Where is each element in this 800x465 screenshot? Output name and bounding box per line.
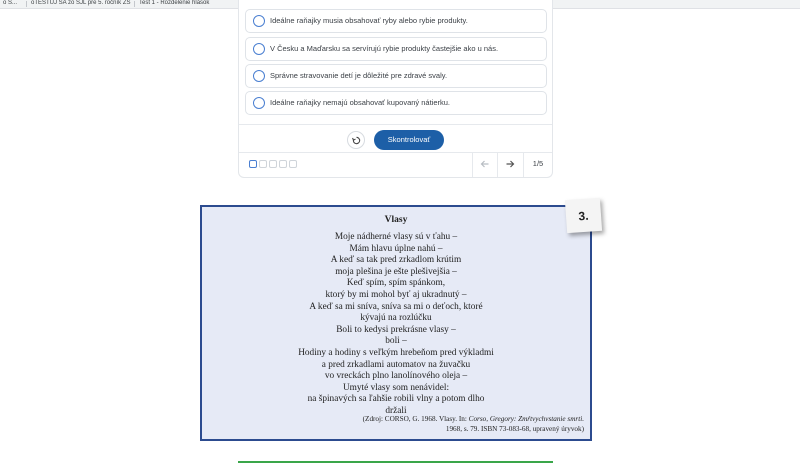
poem-line: boli – [385, 336, 407, 347]
radio-button[interactable] [253, 97, 265, 109]
quiz-card [238, 0, 553, 178]
poem-line: ktorý by mi mohol byť aj ukradnutý – [325, 289, 467, 300]
arrow-left-icon [480, 159, 490, 169]
source-prefix: (Zdroj: CORSO, G. 1968. Vlasy. In: [362, 415, 469, 423]
answer-option-4[interactable] [245, 91, 547, 115]
poem-line: Mám hlavu úplne nahú – [349, 243, 443, 254]
radio-button[interactable] [253, 15, 265, 27]
section-accent-line [238, 461, 553, 463]
tab-3[interactable] [136, 0, 209, 9]
poem-line: na špinavých sa ľahšie robili vlny a potom dlho [307, 394, 485, 405]
answer-option-label: Ideálne raňajky nemajú obsahovať kupovaný nátierku. [270, 98, 451, 107]
progress-step-3[interactable] [269, 160, 277, 168]
divider [239, 152, 552, 153]
answer-option-label: Správne stravovanie detí je dôležité pre zdravé svaly. [270, 71, 448, 80]
poem-text-box [200, 205, 592, 441]
poem-line: Keď spím, spím spánkom, [346, 278, 446, 289]
poem-line: A keď sa mi sníva, sníva sa mi o deťoch, ktoré [309, 301, 483, 312]
poem-line: vo vreckách plno lanolínového oleja – [324, 371, 468, 382]
divider [239, 124, 552, 125]
poem-line: Boli to kedysi prekrásne vlasy – [336, 324, 456, 335]
poem-line: A keď sa tak pred zrkadlom krútim [330, 255, 462, 266]
check-answer-button[interactable]: Skontrolovať [374, 130, 444, 150]
arrow-right-icon [505, 159, 515, 169]
tab-separator [134, 1, 135, 7]
poem-title: Vlasy [384, 215, 408, 225]
tab-2[interactable] [28, 0, 130, 9]
progress-step-5[interactable] [289, 160, 297, 168]
source-details: 1968, s. 79. ISBN 73-083-68, upravený úryvok) [445, 425, 584, 433]
answer-option-label: V Česku a Maďarsku sa servírujú rybie produkty častejšie ako u nás. [270, 44, 499, 53]
answer-option-label: Ideálne raňajky musia obsahovať ryby alebo rybie produkty. [270, 16, 468, 25]
poem-line: držali [385, 405, 407, 416]
poem-line: Umyté vlasy som nenávidel: [342, 382, 450, 393]
radio-button[interactable] [253, 70, 265, 82]
reset-button[interactable] [347, 131, 365, 149]
tab-3-label: Test 1 - Rozdelenie hlások [139, 0, 210, 6]
poem-source-citation [363, 414, 584, 434]
answer-option-1[interactable] [245, 9, 547, 33]
poem-line: Moje nádherné vlasy sú v ťahu – [334, 232, 458, 242]
poem-line: moja plešina je ešte plešivejšia – [335, 266, 457, 277]
answer-option-3[interactable] [245, 64, 547, 88]
divider [497, 152, 498, 177]
tab-1[interactable] [0, 0, 17, 9]
poem-line: kývajú na rozlúčku [360, 313, 432, 324]
tab-1-label: o S... [3, 0, 18, 6]
progress-step-4[interactable] [279, 160, 287, 168]
answer-option-2[interactable] [245, 37, 547, 61]
page-indicator: 1/5 [532, 159, 544, 168]
radio-button[interactable] [253, 43, 265, 55]
reset-icon [352, 136, 361, 145]
poem-line: Hodiny a hodiny s veľkým hrebeňom pred výkladmi [298, 347, 494, 358]
progress-step-1[interactable] [249, 160, 257, 168]
progress-step-2[interactable] [259, 160, 267, 168]
previous-button[interactable] [475, 156, 495, 172]
tab-2-label: oTESTUJ SA zo SJL pre 5. ročník ZŠ [31, 0, 131, 6]
task-number-sticker: 3. [565, 198, 602, 233]
poem-line: a pred zrkadlami automatov na žuvačku [321, 359, 471, 370]
divider [472, 152, 473, 177]
poem-body [202, 232, 590, 418]
next-button[interactable] [500, 156, 520, 172]
tab-separator [26, 1, 27, 7]
source-book-title: Corso, Gregory: Zmŕtvychvstanie smrti. [468, 415, 584, 423]
divider [523, 152, 524, 177]
